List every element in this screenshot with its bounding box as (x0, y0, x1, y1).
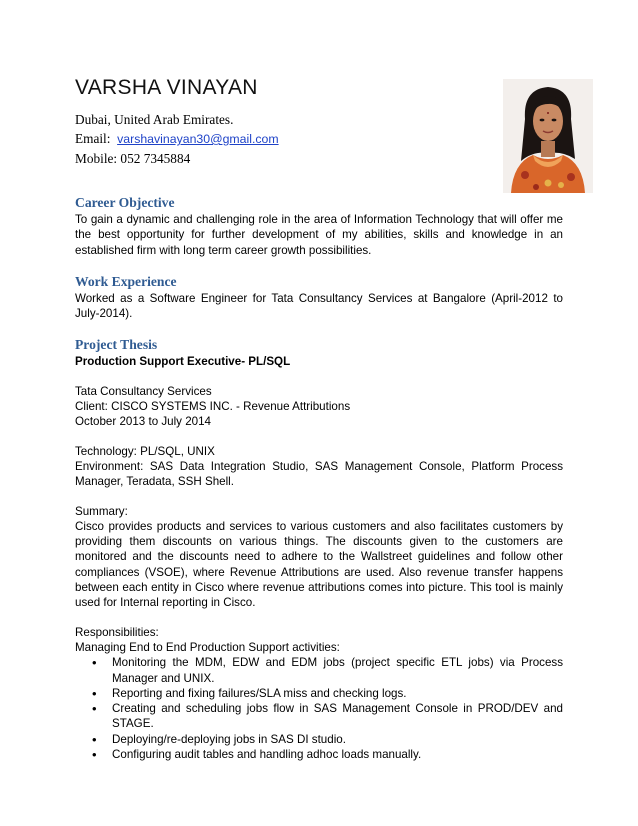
career-objective-heading: Career Objective (75, 195, 175, 210)
career-objective-text: To gain a dynamic and challenging role in the area of Information Technology that will offer me the best opportunity for further development of my abilities, skills and knowledge in an established firm with long term career growth possibilities. (75, 213, 563, 257)
email-label: Email: (75, 131, 111, 146)
project-thesis-heading: Project Thesis (75, 337, 158, 353)
responsibility-item: • Deploying/re-deploying jobs in SAS DI studio. (112, 732, 563, 747)
responsibilities-list (75, 655, 563, 762)
summary-text: Cisco provides products and services to various customers and also facilitates customers by providing them discounts on various things. The discounts given to the customers are monitored and the discounts need to adhere to the Wallstreet guidelines and follow other compliances (VSOE), where Revenue Attributions are used. Also revenue transfer happens between each entity in Cisco where revenue attributions comes into picture. This tool is mainly used for Internal reporting in Cisco. (75, 519, 563, 610)
responsibility-item: • Monitoring the MDM, EDW and EDM jobs (project specific ETL jobs) via Process Manager and UNIX. (112, 655, 563, 686)
responsibilities-label: Responsibilities: (75, 625, 159, 639)
summary-label: Summary: (75, 504, 128, 518)
email-link[interactable]: varshavinayan30@gmail.com (117, 132, 279, 146)
candidate-name: VARSHA VINAYAN (75, 76, 258, 99)
project-technology: Technology: PL/SQL, UNIX (75, 444, 215, 458)
responsibility-item: • Configuring audit tables and handling adhoc loads manually. (112, 747, 563, 762)
portrait-illustration (503, 79, 593, 193)
location-text: Dubai, United Arab Emirates. (75, 112, 234, 127)
email-line (75, 129, 475, 149)
contact-block (75, 110, 475, 168)
work-experience-heading: Work Experience (75, 273, 177, 289)
responsibility-item: • Reporting and fixing failures/SLA miss and checking logs. (112, 686, 563, 701)
project-role: Production Support Executive- PL/SQL (75, 355, 291, 369)
mobile-text: Mobile: 052 7345884 (75, 151, 191, 166)
project-environment: Environment: SAS Data Integration Studio, SAS Management Console, Platform Process Manager, Teradata, SSH Shell. (75, 459, 563, 489)
project-client: Client: CISCO SYSTEMS INC. - Revenue Attributions (75, 400, 351, 414)
work-experience-text: Worked as a Software Engineer for Tata Consultancy Services at Bangalore (April-2012 to July-2014). (75, 291, 563, 321)
project-company: Tata Consultancy Services (75, 384, 212, 398)
resume-body (75, 194, 563, 762)
project-period: October 2013 to July 2014 (75, 415, 211, 429)
responsibility-item: • Creating and scheduling jobs flow in SAS Management Console in PROD/DEV and STAGE. (112, 701, 563, 732)
profile-photo (503, 79, 593, 193)
responsibilities-intro: Managing End to End Production Support activities: (75, 640, 340, 654)
